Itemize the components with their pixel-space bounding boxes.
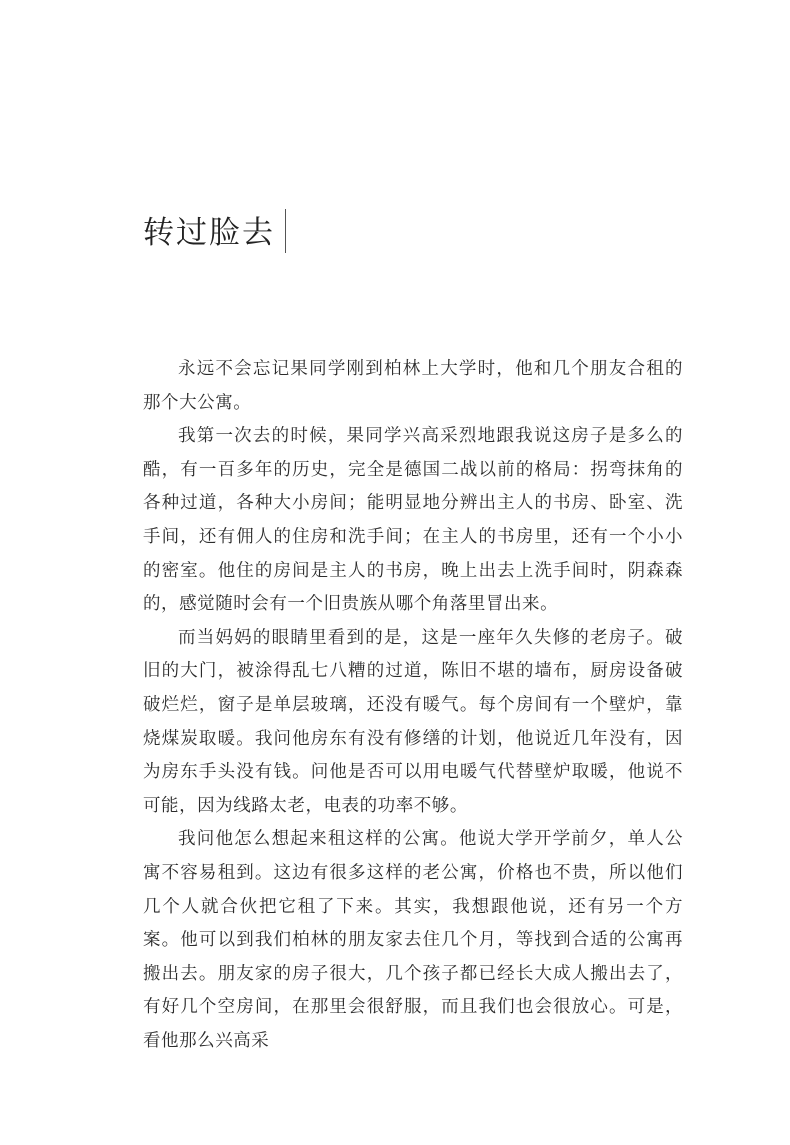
paragraph: 而当妈妈的眼睛里看到的是，这是一座年久失修的老房子。破旧的大门，被涂得乱七八糟的过道，陈旧不堪的墙布，厨房设备破破烂烂，窗子是单层玻璃，还没有暖气。每个房间有一个壁炉，靠烧煤炭取暖。我问他房东有没有修缮的计划，他说近几年没有，因为房东手头没有钱。问他是否可以用电暖气代替壁炉取暖，他说不可能，因为线路太老，电表的功率不够。 (143, 627, 683, 816)
paragraph: 永远不会忘记果同学刚到柏林上大学时，他和几个朋友合租的那个大公寓。 (143, 359, 683, 413)
chapter-header (143, 208, 275, 258)
chapter-title: 转过脸去 (143, 214, 275, 251)
paragraph: 我问他怎么想起来租这样的公寓。他说大学开学前夕，单人公寓不容易租到。这边有很多这样的老公寓，价格也不贵，所以他们几个人就合伙把它租了下来。其实，我想跟他说，还有另一个方案。他可以到我们柏林的朋友家去住几个月，等找到合适的公寓再搬出去。朋友家的房子很大，几个孩子都已经长大成人搬出去了，有好几个空房间，在那里会很舒服，而且我们也会很放心。可是，看他那么兴高采 (143, 829, 683, 1051)
title-divider (285, 209, 286, 253)
body-text (143, 353, 683, 1058)
paragraph: 我第一次去的时候，果同学兴高采烈地跟我说这房子是多么的酷，有一百多年的历史，完全是德国二战以前的格局：拐弯抹角的各种过道，各种大小房间；能明显地分辨出主人的书房、卧室、洗手间，还有佣人的住房和洗手间；在主人的书房里，还有一个小小的密室。他住的房间是主人的书房，晚上出去上洗手间时，阴森森的，感觉随时会有一个旧贵族从哪个角落里冒出来。 (143, 426, 683, 615)
